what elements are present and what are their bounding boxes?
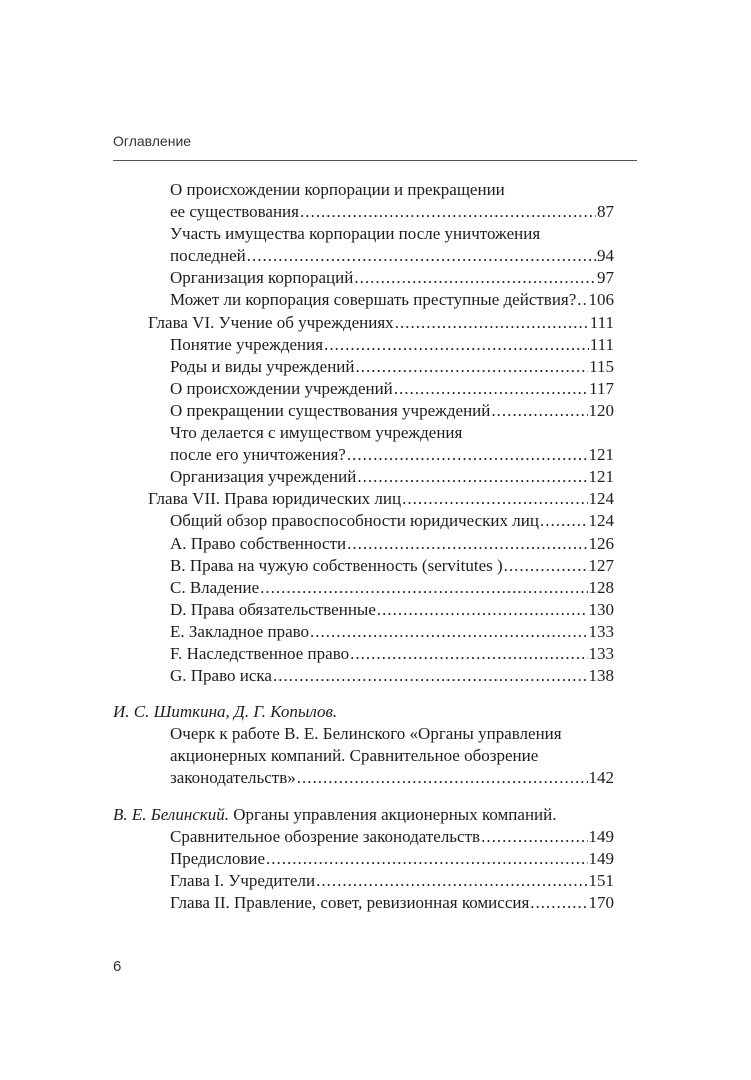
dot-leader — [356, 356, 589, 378]
toc-entry-title: Организация корпораций — [170, 268, 354, 288]
dot-leader — [481, 826, 587, 848]
toc-entry-last-line — [113, 892, 614, 914]
dot-leader — [260, 577, 587, 599]
dot-leader — [273, 665, 588, 687]
toc-entry-line: Что делается с имуществом учреждения — [170, 423, 463, 443]
toc-entry — [113, 643, 614, 665]
toc-page-number: 117 — [589, 378, 614, 398]
dot-leader — [530, 892, 587, 914]
toc-entry-last-line — [113, 577, 614, 599]
table-of-contents — [113, 179, 614, 914]
toc-entry-last-line — [113, 767, 614, 789]
author-name: В. Е. Белинский. — [113, 804, 230, 824]
page-number: 6 — [113, 958, 122, 975]
work-title: Органы управления акционерных компаний. — [229, 804, 557, 824]
toc-page-number: 124 — [588, 489, 614, 509]
toc-entry-title: C. Владение — [170, 577, 260, 597]
toc-page-number: 127 — [588, 555, 614, 575]
dot-leader — [350, 643, 587, 665]
running-header: Оглавление — [113, 133, 192, 149]
toc-entry — [113, 267, 614, 289]
toc-entry — [113, 488, 614, 510]
dot-leader — [300, 201, 596, 223]
toc-entry-line: Участь имущества корпорации после уничтожения — [170, 224, 541, 244]
toc-page-number: 87 — [597, 202, 614, 222]
toc-page-number: 130 — [588, 599, 614, 619]
spacer — [113, 687, 614, 701]
toc-entry-title: Предисловие — [170, 848, 266, 868]
toc-entry-last-line — [113, 267, 614, 289]
toc-entry-last-line — [113, 312, 614, 334]
toc-entry — [113, 621, 614, 643]
toc-entry — [113, 378, 614, 400]
dot-leader — [491, 400, 587, 422]
toc-entry — [113, 826, 614, 848]
toc-page-number: 94 — [597, 246, 614, 266]
toc-page-number: 142 — [588, 768, 614, 788]
toc-entry-last-line — [113, 400, 614, 422]
toc-page-number: 121 — [588, 467, 614, 487]
toc-entry — [113, 577, 614, 599]
toc-entry-title: Роды и виды учреждений — [170, 356, 355, 376]
toc-entry-last-line — [113, 378, 614, 400]
dot-leader — [266, 848, 587, 870]
toc-page-number: 133 — [588, 643, 614, 663]
toc-entry-last-line — [113, 466, 614, 488]
toc-entry-title: Может ли корпорация совершать преступные действия? — [170, 290, 577, 310]
dot-leader — [377, 599, 588, 621]
dot-leader — [395, 312, 589, 334]
header-rule — [113, 160, 637, 161]
dot-leader — [310, 621, 587, 643]
toc-entry — [113, 510, 614, 532]
dot-leader — [324, 334, 589, 356]
toc-page-number: 170 — [588, 892, 614, 912]
toc-entry-last-line — [113, 289, 614, 311]
toc-entry-title: Глава VII. Права юридических лиц — [148, 489, 402, 509]
spacer — [113, 790, 614, 804]
toc-entry-title: Глава II. Правление, совет, ревизионная комиссия — [170, 892, 530, 912]
dot-leader — [347, 533, 587, 555]
dot-leader — [394, 378, 588, 400]
toc-entry — [113, 400, 614, 422]
toc-entry-line: О происхождении корпорации и прекращении — [170, 180, 505, 199]
toc-page-number: 151 — [588, 870, 614, 890]
toc-entry-last-line — [113, 621, 614, 643]
toc-page-number: 111 — [589, 312, 614, 332]
toc-page-number: 124 — [588, 511, 614, 531]
toc-entry — [113, 179, 614, 223]
toc-entry-last-line — [113, 665, 614, 687]
toc-entry-title: Организация учреждений — [170, 467, 357, 487]
toc-entry-title: законодательств» — [170, 768, 296, 788]
toc-page-number: 126 — [588, 533, 614, 553]
toc-entry-title: Глава VI. Учение об учреждениях — [148, 312, 394, 332]
toc-entry-title: после его уничтожения? — [170, 445, 346, 465]
toc-page-number: 106 — [588, 290, 614, 310]
dot-leader — [354, 267, 596, 289]
toc-entry-last-line — [113, 870, 614, 892]
toc-entry-last-line — [113, 848, 614, 870]
dot-leader — [297, 767, 588, 789]
toc-entry-last-line — [113, 356, 614, 378]
dot-leader — [357, 466, 587, 488]
toc-entry — [113, 723, 614, 789]
toc-entry-title: G. Право иска — [170, 666, 272, 686]
toc-entry — [113, 334, 614, 356]
dot-leader — [247, 245, 596, 267]
toc-entry-last-line — [113, 826, 614, 848]
toc-page-number: 149 — [588, 826, 614, 846]
toc-entry — [113, 223, 614, 267]
toc-page-number: 115 — [589, 356, 614, 376]
toc-entry — [113, 466, 614, 488]
toc-entry-last-line — [113, 643, 614, 665]
dot-leader — [316, 870, 587, 892]
toc-page-number: 128 — [588, 577, 614, 597]
toc-entry — [113, 312, 614, 334]
toc-entry-last-line — [113, 510, 614, 532]
toc-entry-title: A. Право собственности — [170, 533, 347, 553]
author-name: И. С. Шиткина, Д. Г. Копылов. — [113, 702, 338, 722]
toc-entry-title: Понятие учреждения — [170, 334, 324, 354]
toc-page-number: 120 — [588, 400, 614, 420]
dot-leader — [504, 555, 588, 577]
toc-entry-title: Общий обзор правоспособности юридических лиц — [170, 511, 539, 531]
toc-entry-last-line — [113, 334, 614, 356]
toc-entry — [113, 892, 614, 914]
toc-entry-last-line — [113, 488, 614, 510]
toc-entry-last-line — [113, 533, 614, 555]
toc-entry-title: последней — [170, 246, 246, 266]
toc-entry — [113, 533, 614, 555]
toc-entry-title: E. Закладное право — [170, 621, 310, 641]
toc-entry — [113, 289, 614, 311]
toc-entry-title: О прекращении существования учреждений — [170, 400, 491, 420]
toc-entry — [113, 356, 614, 378]
toc-entry-last-line — [113, 555, 614, 577]
toc-page-number: 149 — [588, 848, 614, 868]
author-line — [113, 701, 614, 723]
toc-entry-title: О происхождении учреждений — [170, 378, 393, 398]
toc-entry-line: Очерк к работе В. Е. Белинского «Органы управления — [170, 724, 562, 744]
toc-entry-title: D. Права обязательственные — [170, 599, 376, 619]
toc-page-number: 121 — [588, 445, 614, 465]
toc-entry-last-line — [113, 444, 614, 466]
toc-entry — [113, 599, 614, 621]
toc-entry-last-line — [113, 599, 614, 621]
toc-entry-title: Сравнительное обозрение законодательств — [170, 826, 481, 846]
toc-page-number: 138 — [588, 666, 614, 686]
toc-entry — [113, 422, 614, 466]
toc-entry-title: Глава I. Учредители — [170, 870, 316, 890]
toc-page-number: 97 — [597, 268, 614, 288]
toc-page-number: 133 — [588, 621, 614, 641]
dot-leader — [402, 488, 587, 510]
toc-entry — [113, 870, 614, 892]
toc-entry-title: ее существования — [170, 202, 299, 222]
toc-entry-last-line — [113, 245, 614, 267]
toc-entry-last-line — [113, 201, 614, 223]
toc-entry-title: F. Наследственное право — [170, 643, 350, 663]
dot-leader — [347, 444, 588, 466]
dot-leader — [540, 510, 588, 532]
author-line — [113, 804, 614, 826]
toc-entry-title: B. Права на чужую собственность (servitutes ) — [170, 555, 503, 575]
toc-page-number: 111 — [589, 334, 614, 354]
toc-entry — [113, 555, 614, 577]
toc-entry — [113, 665, 614, 687]
dot-leader — [577, 289, 587, 311]
toc-entry — [113, 848, 614, 870]
toc-entry-line: акционерных компаний. Сравнительное обозрение — [170, 746, 539, 766]
